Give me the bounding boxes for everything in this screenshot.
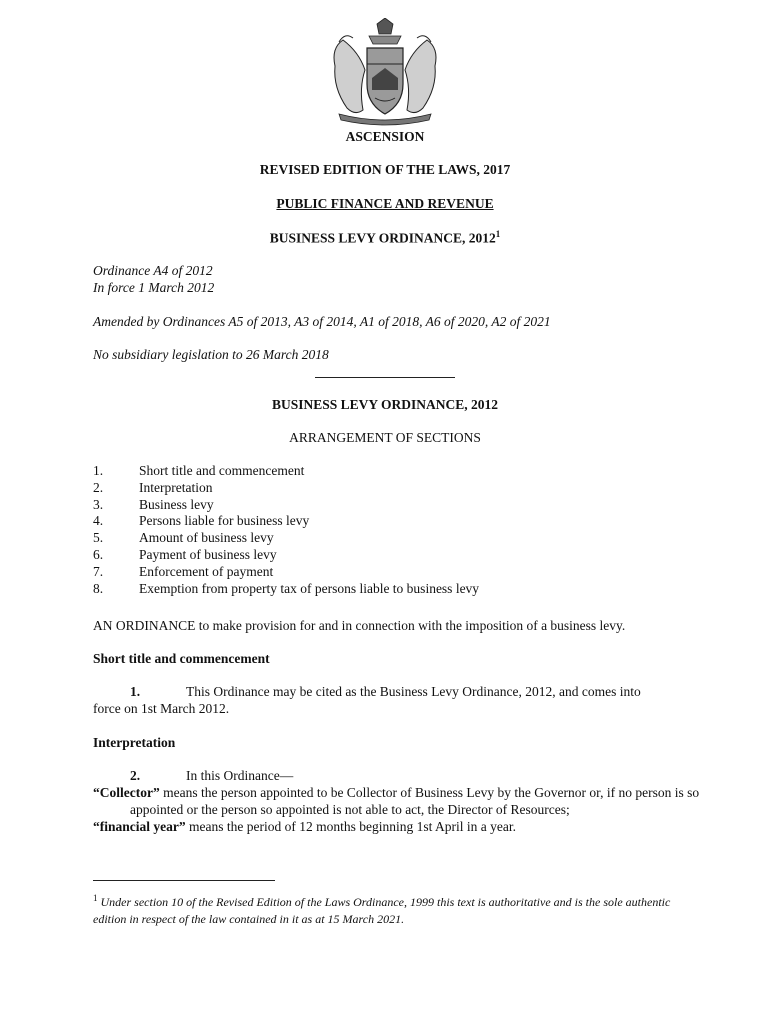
section-list-item[interactable] (93, 581, 693, 598)
body-title: BUSINESS LEVY ORDINANCE, 2012 (271, 397, 499, 412)
section-list-item[interactable] (93, 547, 693, 564)
section-list-title: Business levy (139, 496, 214, 512)
section-list-number: 3. (93, 496, 104, 512)
definition-text-collector: means the person appointed to be Collector of Business Levy by the Governor or, if no person is so appointed or the person so appointed is not able to act, the Director of Resources; (130, 785, 700, 817)
preamble: AN ORDINANCE to make provision for and in connection with the imposition of a business levy. (93, 618, 626, 633)
part-heading: PUBLIC FINANCE AND REVENUE (276, 196, 494, 211)
section-list-title: Short title and commencement (139, 463, 305, 478)
section-list-title: Interpretation (139, 479, 213, 495)
section-list-item[interactable] (93, 564, 693, 581)
section-list-item[interactable] (93, 480, 693, 497)
definition-term-collector: “Collector” (93, 785, 160, 800)
coat-of-arms-emblem (325, 18, 445, 126)
section-1-text (93, 683, 705, 717)
section-list-number: 4. (93, 513, 104, 529)
subsidiary-note: No subsidiary legislation to 26 March 2018 (93, 347, 329, 362)
section-1-number: 1. (130, 684, 141, 699)
footnote-reference[interactable]: 1 (495, 229, 501, 239)
definition-financial-year (93, 818, 705, 835)
section-list-item[interactable] (93, 530, 693, 547)
section-list-number: 8. (93, 580, 104, 596)
in-force-date: In force 1 March 2012 (93, 280, 215, 295)
section-list-number: 5. (93, 530, 104, 546)
footnote-text: Under section 10 of the Revised Edition of the Laws Ordinance, 1999 this text is authoritative and is the sole authentic edition in respect of the law contained in it as at 15 March 2021. (93, 895, 671, 926)
section-list-number: 1. (93, 463, 104, 478)
edition-heading: REVISED EDITION OF THE LAWS, 2017 (259, 162, 511, 177)
definition-text-financial-year: means the period of 12 months beginning 1st April in a year. (185, 819, 516, 834)
footnote-number: 1 (93, 893, 98, 903)
section-2-text (93, 767, 705, 835)
section-list-number: 6. (93, 546, 104, 562)
section-list-item[interactable] (93, 463, 693, 480)
section-list-title: Enforcement of payment (139, 563, 274, 579)
ordinance-title-text: BUSINESS LEVY ORDINANCE, 2012 (269, 230, 496, 246)
section-2-number: 2. (130, 768, 141, 783)
section-list-item[interactable] (93, 513, 693, 530)
definition-collector (93, 784, 705, 818)
section-1-line-1: This Ordinance may be cited as the Business Levy Ordinance, 2012, and comes into (186, 684, 641, 699)
section-1-heading: Short title and commencement (93, 651, 270, 666)
section-list-number: 2. (93, 479, 104, 495)
section-2-intro: In this Ordinance— (186, 768, 294, 783)
section-list-title: Amount of business levy (139, 530, 274, 546)
section-list-title: Payment of business levy (139, 546, 277, 562)
footnote-divider (93, 880, 275, 881)
footnote (93, 890, 693, 928)
section-2-heading: Interpretation (93, 735, 176, 750)
section-list-title: Exemption from property tax of persons liable to business levy (139, 580, 480, 596)
section-divider (315, 377, 455, 378)
section-list-title: Persons liable for business levy (139, 513, 310, 529)
territory-heading: ASCENSION (345, 129, 425, 144)
arrangement-heading: ARRANGEMENT OF SECTIONS (289, 430, 481, 445)
amendments-note: Amended by Ordinances A5 of 2013, A3 of 2014, A1 of 2018, A6 of 2020, A2 of 2021 (93, 314, 551, 329)
section-list-number: 7. (93, 563, 104, 579)
definition-term-financial-year: “financial year” (93, 819, 186, 834)
sections-list (93, 463, 693, 597)
section-list-item[interactable] (93, 497, 693, 514)
ordinance-title (0, 229, 770, 247)
section-1-line-2: force on 1st March 2012. (93, 701, 230, 716)
ordinance-number: Ordinance A4 of 2012 (93, 263, 213, 278)
